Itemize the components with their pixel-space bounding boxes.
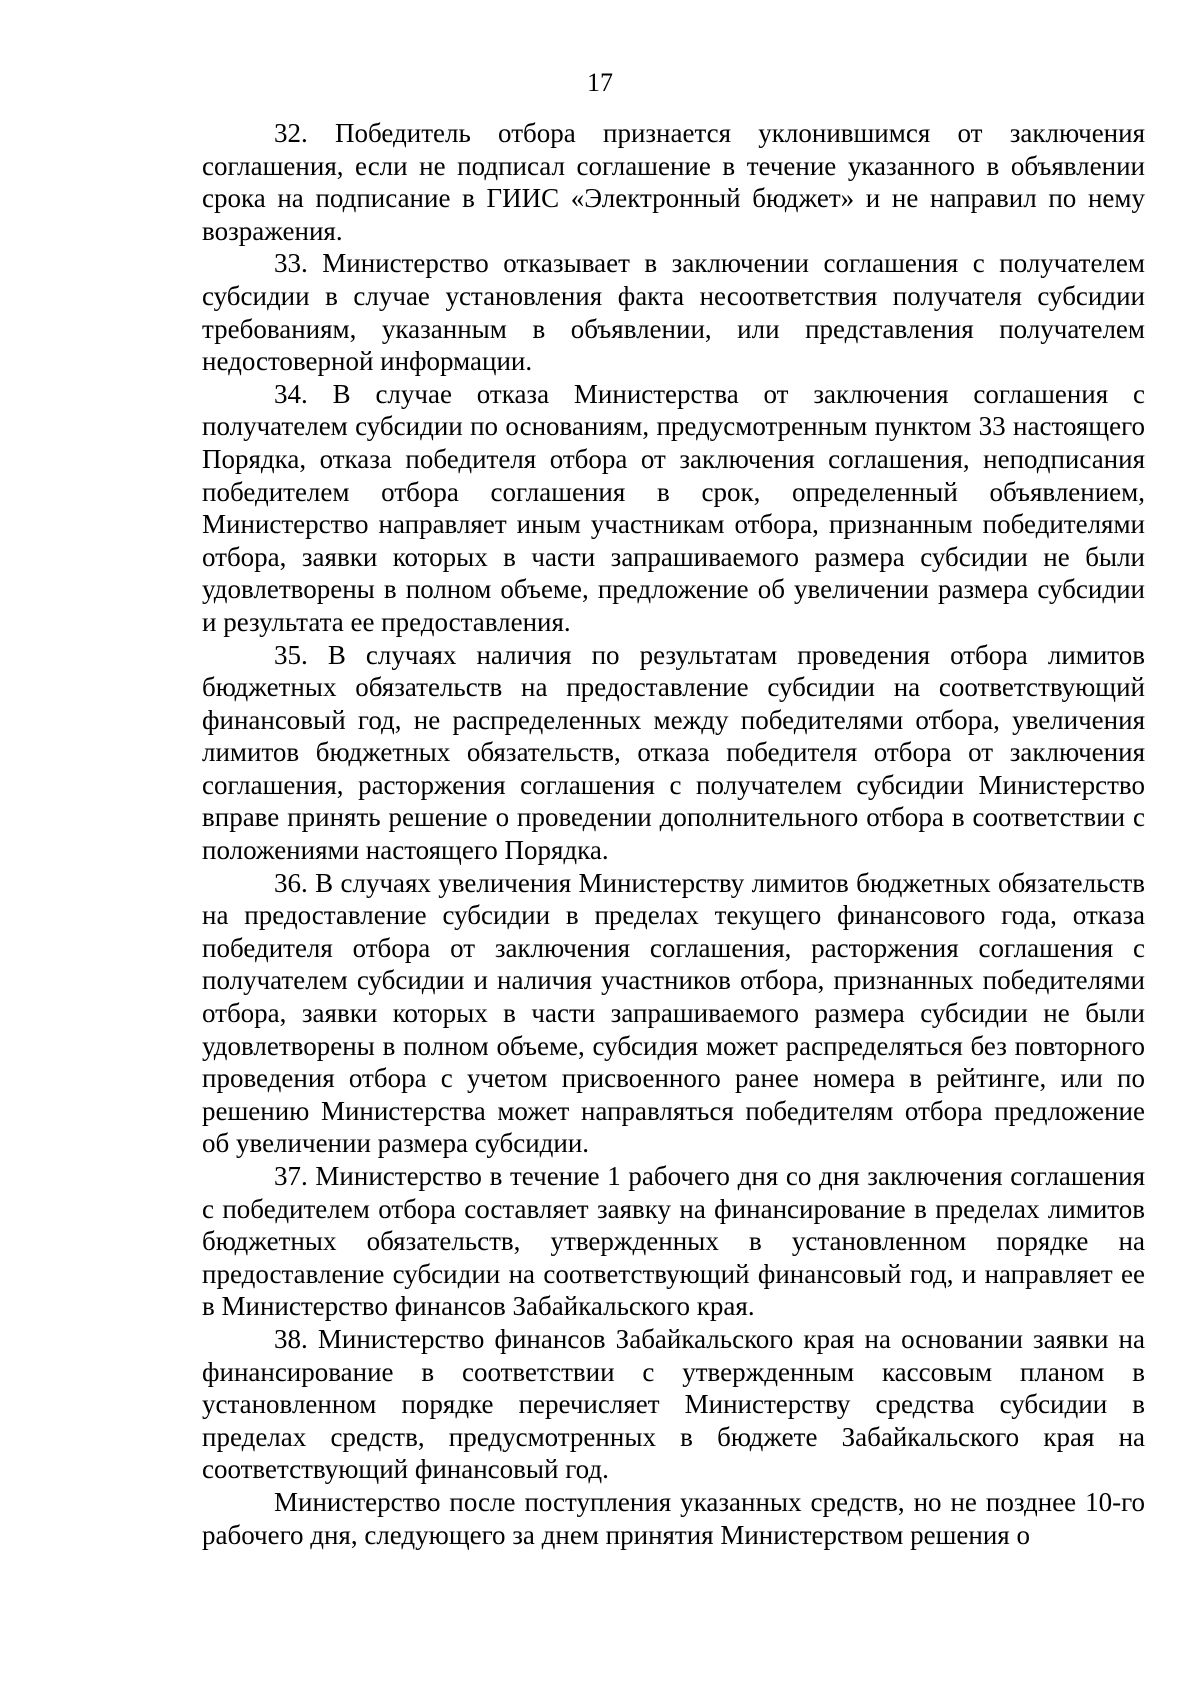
paragraph-34: 34. В случае отказа Министерства от заключения соглашения с получателем субсидии по основаниям, предусмотренным пунктом 33 настоящего Порядка, отказа победителя отбора от заключения соглашения, неподписания победителем отбора соглашения в срок, определенный объявлением, Министерство направляет иным участникам отбора, признанным победителями отбора, заявки которых в части запрашиваемого размера субсидии не были удовлетворены в полном объеме, предложение об увеличении размера субсидии и результата ее предоставления.	[202, 378, 1145, 637]
page-number: 17	[587, 68, 613, 97]
paragraph-continuation: Министерство после поступления указанных средств, но не позднее 10-го рабочего дня, следующего за днем принятия Министерством решения о	[202, 1486, 1145, 1550]
document-body	[202, 117, 1145, 1551]
paragraph-35: 35. В случаях наличия по результатам проведения отбора лимитов бюджетных обязательств на предоставление субсидии на соответствующий финансовый год, не распределенных между победителями отбора, увеличения лимитов бюджетных обязательств, отказа победителя отбора от заключения соглашения, расторжения соглашения с получателем субсидии Министерство вправе принять решение о проведении дополнительного отбора в соответствии с положениями настоящего Порядка.	[202, 639, 1145, 866]
paragraph-38: 38. Министерство финансов Забайкальского края на основании заявки на финансирование в соответствии с утвержденным кассовым планом в установленном порядке перечисляет Министерству средства субсидии в пределах средств, предусмотренных в бюджете Забайкальского края на соответствующий финансовый год.	[202, 1323, 1145, 1485]
paragraph-37: 37. Министерство в течение 1 рабочего дня со дня заключения соглашения с победителем отбора составляет заявку на финансирование в пределах лимитов бюджетных обязательств, утвержденных в установленном порядке на предоставление субсидии на соответствующий финансовый год, и направляет ее в Министерство финансов Забайкальского края.	[202, 1161, 1145, 1322]
paragraph-36: 36. В случаях увеличения Министерству лимитов бюджетных обязательств на предоставление субсидии в пределах текущего финансового года, отказа победителя отбора от заключения соглашения, расторжения соглашения с получателем субсидии и наличия участников отбора, признанных победителями отбора, заявки которых в части запрашиваемого размера субсидии не были удовлетворены в полном объеме, субсидия может распределяться без повторного проведения отбора с учетом присвоенного ранее номера в рейтинге, или по решению Министерства может направляться победителям отбора предложение об увеличении размера субсидии.	[202, 867, 1145, 1159]
paragraph-33: 33. Министерство отказывает в заключении соглашения с получателем субсидии в случае установления факта несоответствия получателя субсидии требованиям, указанным в объявлении, или представления получателем недостоверной информации.	[202, 248, 1145, 377]
paragraph-32: 32. Победитель отбора признается уклонившимся от заключения соглашения, если не подписал соглашение в течение указанного в объявлении срока на подписание в ГИИС «Электронный бюджет» и не направил по нему возражения.	[202, 118, 1145, 246]
